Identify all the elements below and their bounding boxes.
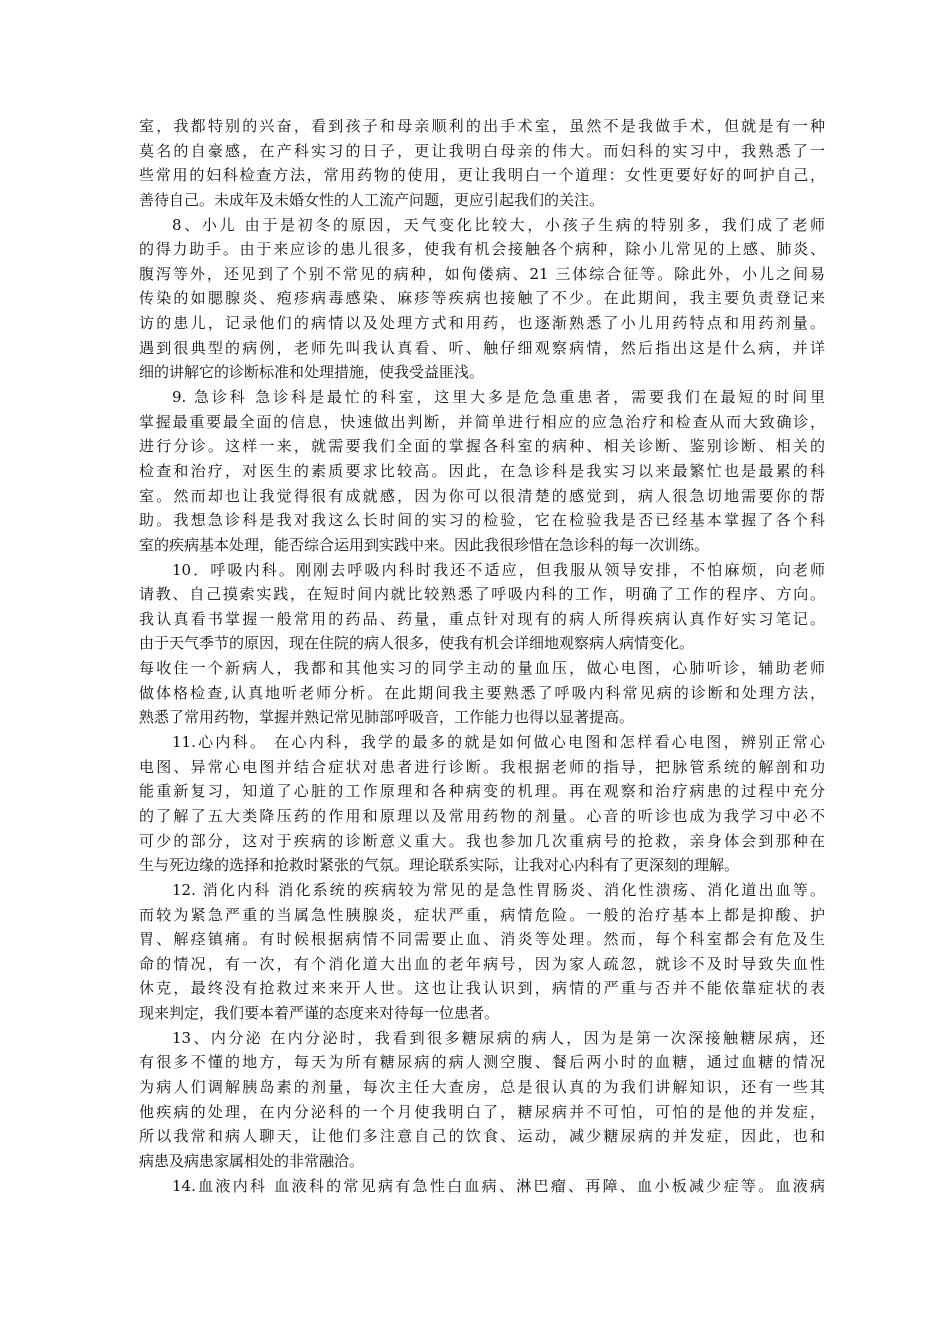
text-line: 遇到很典型的病例，老师先叫我认真看、听、触仔细观察病情，然后指出这是什么病，并详: [139, 338, 825, 357]
document-body: [139, 114, 825, 1198]
text-line: 我认真看书掌握一般常用的药品、药量，重点针对现有的病人所得疾病认真作好实习笔记。: [139, 609, 825, 628]
text-line: 休克，最终没有抢救过来来开人世。这也让我认识到，病情的严重与否并不能依靠症状的表: [139, 979, 825, 998]
text-line: 能重新复习，知道了心脏的工作原理和各种病变的机理。再在观察和治疗病患的过程中充分: [139, 782, 825, 801]
text-line: 检查和治疗，对医生的素质要求比较高。因此，在急诊科是我实习以来最繁忙也是最累的科: [139, 461, 825, 480]
text-line: 14.血液内科 血液科的常见病有急性白血病、淋巴瘤、再障、血小板减少症等。血液病: [172, 1176, 825, 1195]
text-line: 助。我想急诊科是我对我这么长时间的实习的检验，它在检验我是否已经基本掌握了各个科: [139, 511, 825, 530]
text-line: 室。然而却也让我觉得很有成就感，因为你可以很清楚的感觉到，病人很急切地需要你的帮: [139, 486, 825, 505]
text-line: 而较为紧急严重的当属急性胰腺炎，症状严重，病情危险。一般的治疗基本上都是抑酸、护: [139, 905, 825, 924]
text-line: 访的患儿，记录他们的病情以及处理方式和用药，也逐渐熟悉了小儿用药特点和用药剂量。: [139, 314, 825, 333]
text-line: 室，我都特别的兴奋，看到孩子和母亲顺利的出手术室，虽然不是我做手术，但就是有一种: [139, 117, 825, 135]
text-line: 室的疾病基本处理，能否综合运用到实践中来。因此我很珍惜在急诊科的每一次训练。: [139, 535, 710, 554]
text-line: 9. 急诊科 急诊科是最忙的科室，这里大多是危急重患者，需要我们在最短的时间里: [172, 388, 825, 407]
text-line: 些常用的妇科检查方法，常用药物的使用，更让我明白一个道理：女性更要好好的呵护自己，: [139, 166, 825, 185]
text-line: 电图、异常心电图并结合症状对患者进行诊断。我根据老师的指导，把脉管系统的解剖和功: [139, 757, 825, 776]
paragraph-cardiology: [139, 730, 825, 878]
text-line: 可少的部分，这对于疾病的诊断意义重大。我也参加几次重病号的抢救，亲身体会到那种在: [139, 831, 825, 850]
paragraph-hematology: [139, 1174, 825, 1199]
text-line: 10．呼吸内科。刚刚去呼吸内科时我还不适应，但我服从领导安排，不怕麻烦，向老师: [172, 560, 825, 579]
text-line: 命的情况，有一次，有个消化道大出血的老年病号，因为家人疏忽，就诊不及时导致失血性: [139, 954, 825, 973]
text-line: 12. 消化内科 消化系统的疾病较为常见的是急性胃肠炎、消化性溃疡、消化道出血等。: [172, 880, 825, 899]
text-line: 他疾病的处理，在内分泌科的一个月使我明白了，糖尿病并不可怕，可怕的是他的并发症，: [139, 1102, 825, 1121]
text-line: 请教、自己摸索实践，在短时间内就比较熟悉了呼吸内科的工作，明确了工作的程序、方向。: [139, 585, 825, 604]
text-line: 莫名的自豪感，在产科实习的日子，更让我明白母亲的伟大。而妇科的实习中，我熟悉了一: [139, 141, 825, 160]
text-line: 13、内分泌 在内分泌时，我看到很多糖尿病的病人，因为是第一次深接触糖尿病，还: [172, 1028, 825, 1047]
text-line: 有很多不懂的地方，每天为所有糖尿病的病人测空腹、餐后两小时的血糖，通过血糖的情况: [139, 1053, 825, 1072]
text-line: 为病人们调解胰岛素的剂量，每次主任大查房，总是很认真的为我们讲解知识，还有一些其: [139, 1077, 825, 1096]
text-line: 生与死边缘的选择和抢救时紧张的气氛。理论联系实际，让我对心内科有了更深刻的理解。: [139, 856, 740, 875]
text-line: 8、小儿 由于是初冬的原因，天气变化比较大，小孩子生病的特别多，我们成了老师: [172, 215, 825, 234]
paragraph-gastroenterology: [139, 878, 825, 1026]
paragraph-respiratory-a: [139, 558, 825, 657]
text-line: 11.心内科。 在心内科，我学的最多的就是如何做心电图和怎样看心电图，辨别正常心: [172, 733, 825, 752]
text-line: 的得力助手。由于来应诊的患儿很多，使我有机会接触各个病种，除小儿常见的上感、肺炎、: [139, 240, 825, 259]
paragraph-pediatrics: [139, 213, 825, 385]
text-line: 由于天气季节的原因，现在住院的病人很多，使我有机会详细地观察病人病情变化。: [139, 634, 695, 653]
text-line: 进行分诊。这样一来，就需要我们全面的掌握各科室的病种、相关诊断、鉴别诊断、相关的: [139, 437, 825, 456]
text-line: 做体格检查,认真地听老师分析。在此期间我主要熟悉了呼吸内科常见病的诊断和处理方法，: [139, 683, 825, 702]
paragraph-obstetrics-gynecology: [139, 114, 825, 213]
text-line: 胃、解痉镇痛。有时候根据病情不同需要止血、消炎等处理。然而，每个科室都会有危及生: [139, 930, 825, 949]
text-line: 现来判定，我们要本着严谨的态度来对待每一位患者。: [139, 1004, 500, 1023]
text-line: 病患及病患家属相处的非常融洽。: [139, 1151, 365, 1170]
text-line: 熟悉了常用药物，掌握并熟记常见肺部呼吸音，工作能力也得以显著提高。: [139, 708, 635, 727]
text-line: 传染的如腮腺炎、疱疹病毒感染、麻疹等疾病也接触了不少。在此期间，我主要负责登记来: [139, 289, 825, 308]
text-line: 的了解了五大类降压药的作用和原理以及常用药物的剂量。心音的听诊也成为我学习中必不: [139, 806, 825, 825]
paragraph-emergency: [139, 385, 825, 557]
text-line: 细的讲解它的诊断标准和处理措施，使我受益匪浅。: [139, 363, 485, 382]
paragraph-respiratory-b: [139, 656, 825, 730]
text-line: 腹泻等外，还见到了个别不常见的病种，如佝偻病、21 三体综合征等。除此外，小儿之间易: [139, 264, 825, 283]
paragraph-endocrinology: [139, 1026, 825, 1174]
text-line: 每收住一个新病人，我都和其他实习的同学主动的量血压，做心电图，心肺听诊，辅助老师: [139, 659, 825, 678]
text-line: 善待自己。未成年及未婚女性的人工流产问题，更应引起我们的关注。: [139, 190, 605, 209]
text-line: 所以我常和病人聊天，让他们多注意自己的饮食、运动，减少糖尿病的并发症，因此，也和: [139, 1127, 825, 1146]
text-line: 掌握最重要最全面的信息，快速做出判断，并简单进行相应的应急治疗和检查从而大致确诊，: [139, 412, 825, 431]
